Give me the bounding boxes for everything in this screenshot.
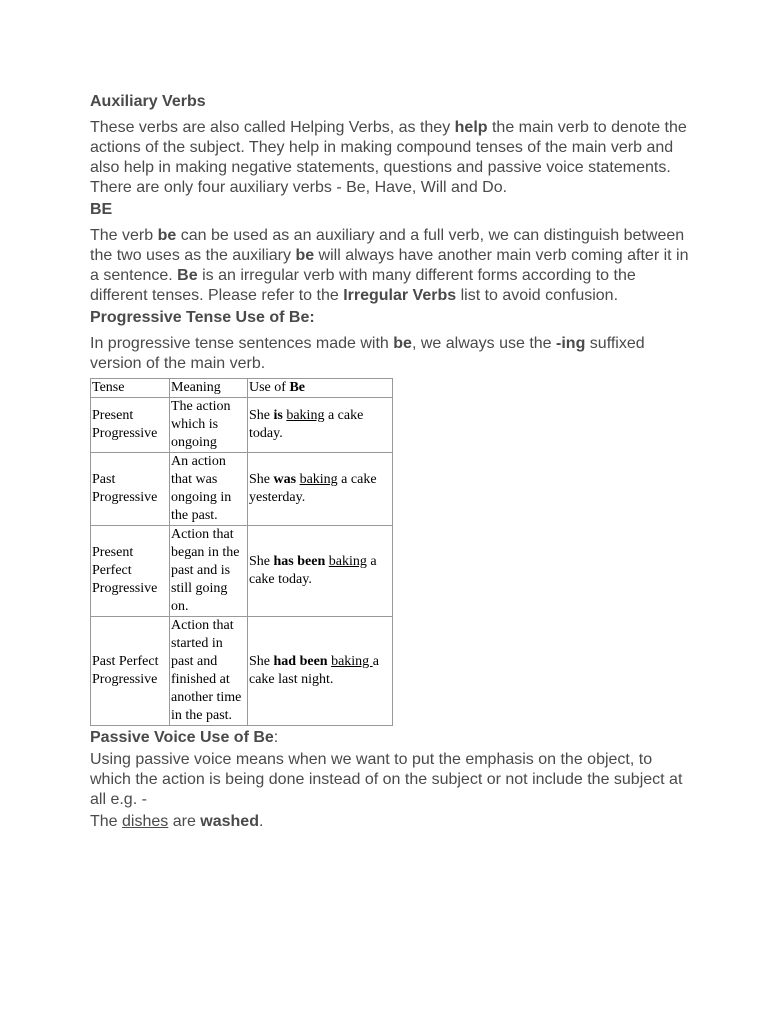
progressive-text-2: , we always use the bbox=[411, 335, 557, 352]
be-text-1: The verb bbox=[90, 227, 158, 244]
example-pre: She bbox=[249, 554, 274, 569]
table-row bbox=[91, 398, 393, 453]
example-underlined: baking bbox=[328, 554, 367, 569]
heading-auxiliary-verbs: Auxiliary Verbs bbox=[90, 93, 206, 110]
example-pre: She bbox=[249, 408, 274, 423]
header-tense: Tense bbox=[91, 379, 170, 398]
example-underlined: baking bbox=[286, 408, 325, 423]
be-text-3: will always have another main verb coming after it in a sentence. bbox=[90, 247, 689, 284]
table-row bbox=[91, 526, 393, 617]
example-sentence-text-2: are bbox=[168, 813, 201, 830]
be-bold-1: be bbox=[157, 227, 177, 244]
cell-meaning: An action that was ongoing in the past. bbox=[170, 453, 248, 526]
cell-meaning: Action that began in the past and is still going on. bbox=[170, 526, 248, 617]
header-use-of-be bbox=[248, 379, 393, 398]
progressive-paragraph bbox=[90, 334, 690, 374]
example-underlined: baking bbox=[331, 654, 373, 669]
be-bold-2: be bbox=[295, 247, 315, 264]
heading-passive-text: Passive Voice Use of Be bbox=[90, 729, 274, 746]
heading-be: BE bbox=[90, 201, 113, 218]
cell-meaning: Action that started in past and finished at another time in the past. bbox=[170, 617, 248, 726]
cell-tense: Present Progressive bbox=[91, 398, 170, 453]
intro-text-2: the main verb to denote the actions of the subject. They help in making compound tenses of the main verb and also help in making negative statements, questions and passive voice statements. There are only four auxiliary verbs - Be, Have, Will and Do. bbox=[90, 119, 687, 196]
be-text-2: can be used as an auxiliary and a full verb, we can distinguish between the two uses as the auxiliary bbox=[90, 227, 685, 264]
progressive-text-1: In progressive tense sentences made with bbox=[90, 335, 394, 352]
heading-progressive-tense: Progressive Tense Use of Be: bbox=[90, 309, 315, 326]
heading-passive-colon: : bbox=[273, 729, 279, 746]
cell-tense: Present Perfect Progressive bbox=[91, 526, 170, 617]
cell-example bbox=[248, 398, 393, 453]
be-paragraph bbox=[90, 226, 690, 306]
example-bold: has been bbox=[273, 554, 326, 569]
example-sentence-bold: washed bbox=[200, 813, 259, 830]
intro-bold-help: help bbox=[454, 119, 488, 136]
cell-example bbox=[248, 617, 393, 726]
progressive-bold-be: be bbox=[393, 335, 412, 352]
be-text-5: list to avoid confusion. bbox=[456, 287, 619, 304]
header-meaning: Meaning bbox=[170, 379, 248, 398]
table-header-row bbox=[91, 379, 393, 398]
example-bold: is bbox=[273, 408, 283, 423]
progressive-bold-ing: -ing bbox=[556, 335, 586, 352]
example-sentence bbox=[90, 812, 690, 832]
document-page bbox=[90, 92, 690, 832]
example-post: a cake yesterday. bbox=[249, 472, 377, 505]
passive-paragraph: Using passive voice means when we want to put the emphasis on the object, to which the action is being done instead of on the subject or not include the subject at all e.g. - bbox=[90, 751, 683, 808]
cell-meaning: The action which is ongoing bbox=[170, 398, 248, 453]
example-sentence-text-1: The bbox=[90, 813, 123, 830]
table-row bbox=[91, 453, 393, 526]
be-bold-3: Be bbox=[177, 267, 198, 284]
intro-paragraph bbox=[90, 118, 690, 198]
table-row bbox=[91, 617, 393, 726]
progressive-text-3: suffixed version of the main verb. bbox=[90, 335, 645, 372]
be-text-4: is an irregular verb with many different forms according to the different tenses. Please refer to the bbox=[90, 267, 636, 304]
example-sentence-underlined: dishes bbox=[122, 813, 169, 830]
cell-example bbox=[248, 453, 393, 526]
intro-text-1: These verbs are also called Helping Verbs, as they bbox=[90, 119, 455, 136]
example-post: a cake today. bbox=[249, 554, 377, 587]
header-use-bold: Be bbox=[289, 380, 305, 395]
be-bold-irregular-verbs: Irregular Verbs bbox=[343, 287, 457, 304]
example-sentence-text-3: . bbox=[258, 813, 264, 830]
header-use-prefix: Use of bbox=[249, 380, 290, 395]
example-post: a cake today. bbox=[249, 408, 364, 441]
heading-passive-voice bbox=[90, 728, 690, 748]
tense-table bbox=[90, 378, 393, 726]
cell-tense: Past Perfect Progressive bbox=[91, 617, 170, 726]
cell-tense: Past Progressive bbox=[91, 453, 170, 526]
example-pre: She bbox=[249, 654, 274, 669]
example-bold: was bbox=[273, 472, 297, 487]
example-post: a cake last night. bbox=[249, 654, 379, 687]
example-bold: had been bbox=[273, 654, 328, 669]
cell-example bbox=[248, 526, 393, 617]
example-underlined: baking bbox=[299, 472, 338, 487]
example-pre: She bbox=[249, 472, 274, 487]
